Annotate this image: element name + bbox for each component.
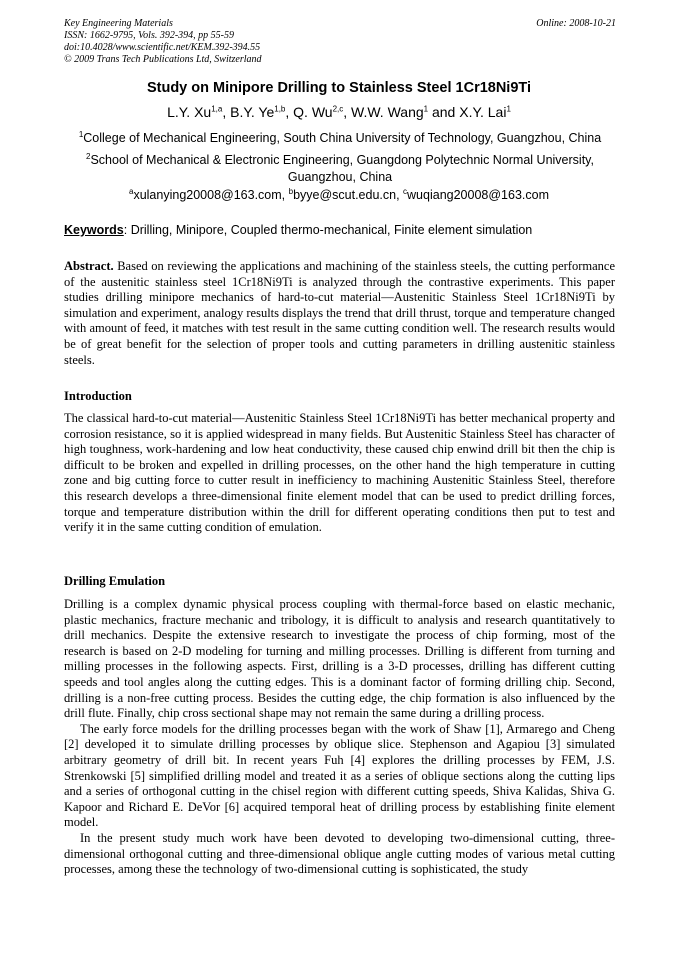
abstract bbox=[64, 259, 615, 368]
paragraph: The early force models for the drilling processes began with the work of Shaw [1], Armarego and Cheng [2] developed it to simulate drilling processes by oblique slice. Stephenson and Agapiou [3] simulated arbitrary geometry of drill bit. In recent years Fuh [4] explores the drilling processes by FEM, J.S. Strenkowski [5] simplified drilling model and treated it as a series of oblique sections along the cutting lips and a series of orthogonal cutting in the chisel region with different cutting speeds, Shiva Kalidas, Shiva G. Kapoor and Richard E. DeVor [6] acquired temporal heat of drilling process by establishing finite element model. bbox=[64, 721, 615, 830]
keywords-label: Keywords bbox=[64, 223, 124, 237]
author-name: L.Y. Xu bbox=[167, 104, 212, 120]
author-name: B.Y. Ye bbox=[230, 104, 275, 120]
doi-line: doi:10.4028/www.scientific.net/KEM.392-394.55 bbox=[64, 42, 261, 53]
abstract-text: Based on reviewing the applications and machining of the stainless steels, the cutting performance of the austenitic stainless steel 1Cr18Ni9Ti is analyzed through the contrastive experiments. This paper studies drilling minipore mechanics of hard-to-cut material—Austenitic Stainless Steel 1Cr18Ni9Ti by simulation and experiment, analogy results displays the trend that drill thrust, torque and temperature changed with amount of feed, it matches with test result in the same cutting condition well. The research results would be of great benefit for the selection of proper tools and cutting parameters in drilling austenitic stainless steels. bbox=[64, 259, 615, 367]
email-link[interactable]: xulanying20008@163.com, bbox=[133, 188, 289, 202]
affiliation-text: College of Mechanical Engineering, South China University of Technology, Guangzhou, China bbox=[83, 131, 602, 145]
author-sup: 1,b bbox=[274, 104, 286, 114]
abstract-label: Abstract. bbox=[64, 259, 114, 273]
paragraph: Drilling is a complex dynamic physical process coupling with thermal-force based on elastic mechanic, plastic mechanics, fracture mechanic and tribology, it is difficult to analysis and research quantitatively to drill mechanics. Despite the extensive research to investigate the process of chip forming, most of the research is based on 2-D modeling for turning and milling processes. Drilling is different from turning and milling processes in the following aspects. First, drilling is a 3-D processes, drilling has different cutting speeds and tool angles along the cutting edges. This is a dominant factor of forming drilling chip. Second, drilling is a non-free cutting process. Besides the cutting edge, the chip formation is also influenced by the drill flute. Finally, chip cross sectional shape may not remain the same during a drilling process. bbox=[64, 597, 615, 721]
introduction-heading: Introduction bbox=[64, 389, 132, 403]
introduction-text: The classical hard-to-cut material—Austenitic Stainless Steel 1Cr18Ni9Ti has better mechanical property and corrosion resistance, so it is applied widespread in many fields. But Austenitic Stainless Steel has character of high toughness, work-hardening and low heat conductivity, these caused chip enwind drill bit then the chip is difficult to be broken and expelled in drilling processes, on the other hand the high temperature in cutting zone and big cutting force to cutter result in inefficiency to machining Austenitic Stainless Steel, therefore this research develops a three-dimensional finite element model that can be used to predict drilling forces, torque and temperature distribution within the drill for different operating conditions then put to test and verify it in the same cutting condition of emulation. bbox=[64, 411, 615, 535]
author-sup: 1,a bbox=[211, 104, 223, 114]
copyright-line: © 2009 Trans Tech Publications Ltd, Switzerland bbox=[64, 54, 262, 65]
issn-line: ISSN: 1662-9795, Vols. 392-394, pp 55-59 bbox=[64, 30, 234, 41]
email-sup: b bbox=[288, 186, 294, 196]
author-list: L.Y. Xu$^{1,a}$, B.Y. Ye$^{1,b}$, Q. Wu$^{2,c}$, W.W. Wang$^1$ and X.Y. Lai$^1$ bbox=[167, 104, 511, 120]
paper-title: Study on Minipore Drilling to Stainless Steel 1Cr18Ni9Ti bbox=[146, 80, 532, 96]
email-link[interactable]: byye@scut.edu.cn, bbox=[293, 188, 404, 202]
email-list bbox=[0, 188, 678, 202]
author-name: X.Y. Lai bbox=[459, 104, 507, 120]
author-name: Q. Wu bbox=[293, 104, 333, 120]
keywords-text: : Drilling, Minipore, Coupled thermo-mechanical, Finite element simulation bbox=[123, 223, 533, 237]
author-sup: 1 bbox=[506, 104, 511, 114]
affiliation-sup: 1 bbox=[78, 129, 84, 139]
online-date: Online: 2008-10-21 bbox=[536, 18, 616, 29]
affiliation-sup: 2 bbox=[86, 151, 91, 161]
author-name: W.W. Wang bbox=[351, 104, 424, 120]
drilling-emulation-section bbox=[64, 597, 615, 878]
affiliation-1 bbox=[64, 130, 616, 147]
affiliation-text: School of Mechanical & Electronic Engineering, Guangdong Polytechnic Normal University, Guangzhou, China bbox=[90, 153, 594, 184]
author-conjunction: and bbox=[428, 104, 460, 120]
author-sup: 1 bbox=[423, 104, 429, 114]
affiliation-2 bbox=[64, 152, 616, 186]
journal-header bbox=[64, 18, 616, 66]
journal-name: Key Engineering Materials bbox=[64, 18, 173, 29]
email-sup: c bbox=[403, 186, 408, 196]
keywords bbox=[64, 223, 616, 237]
author-sup: 2,c bbox=[332, 104, 344, 114]
paragraph: In the present study much work have been devoted to developing two-dimensional cutting, three-dimensional orthogonal cutting and three-dimensional oblique angle cutting modes of various metal cutting processes, among these the technology of two-dimensional cutting is sophisticated, the study bbox=[64, 830, 615, 877]
email-sup: a bbox=[129, 186, 134, 196]
email-link[interactable]: wuqiang20008@163.com bbox=[407, 188, 549, 202]
drilling-emulation-heading: Drilling Emulation bbox=[64, 574, 166, 588]
